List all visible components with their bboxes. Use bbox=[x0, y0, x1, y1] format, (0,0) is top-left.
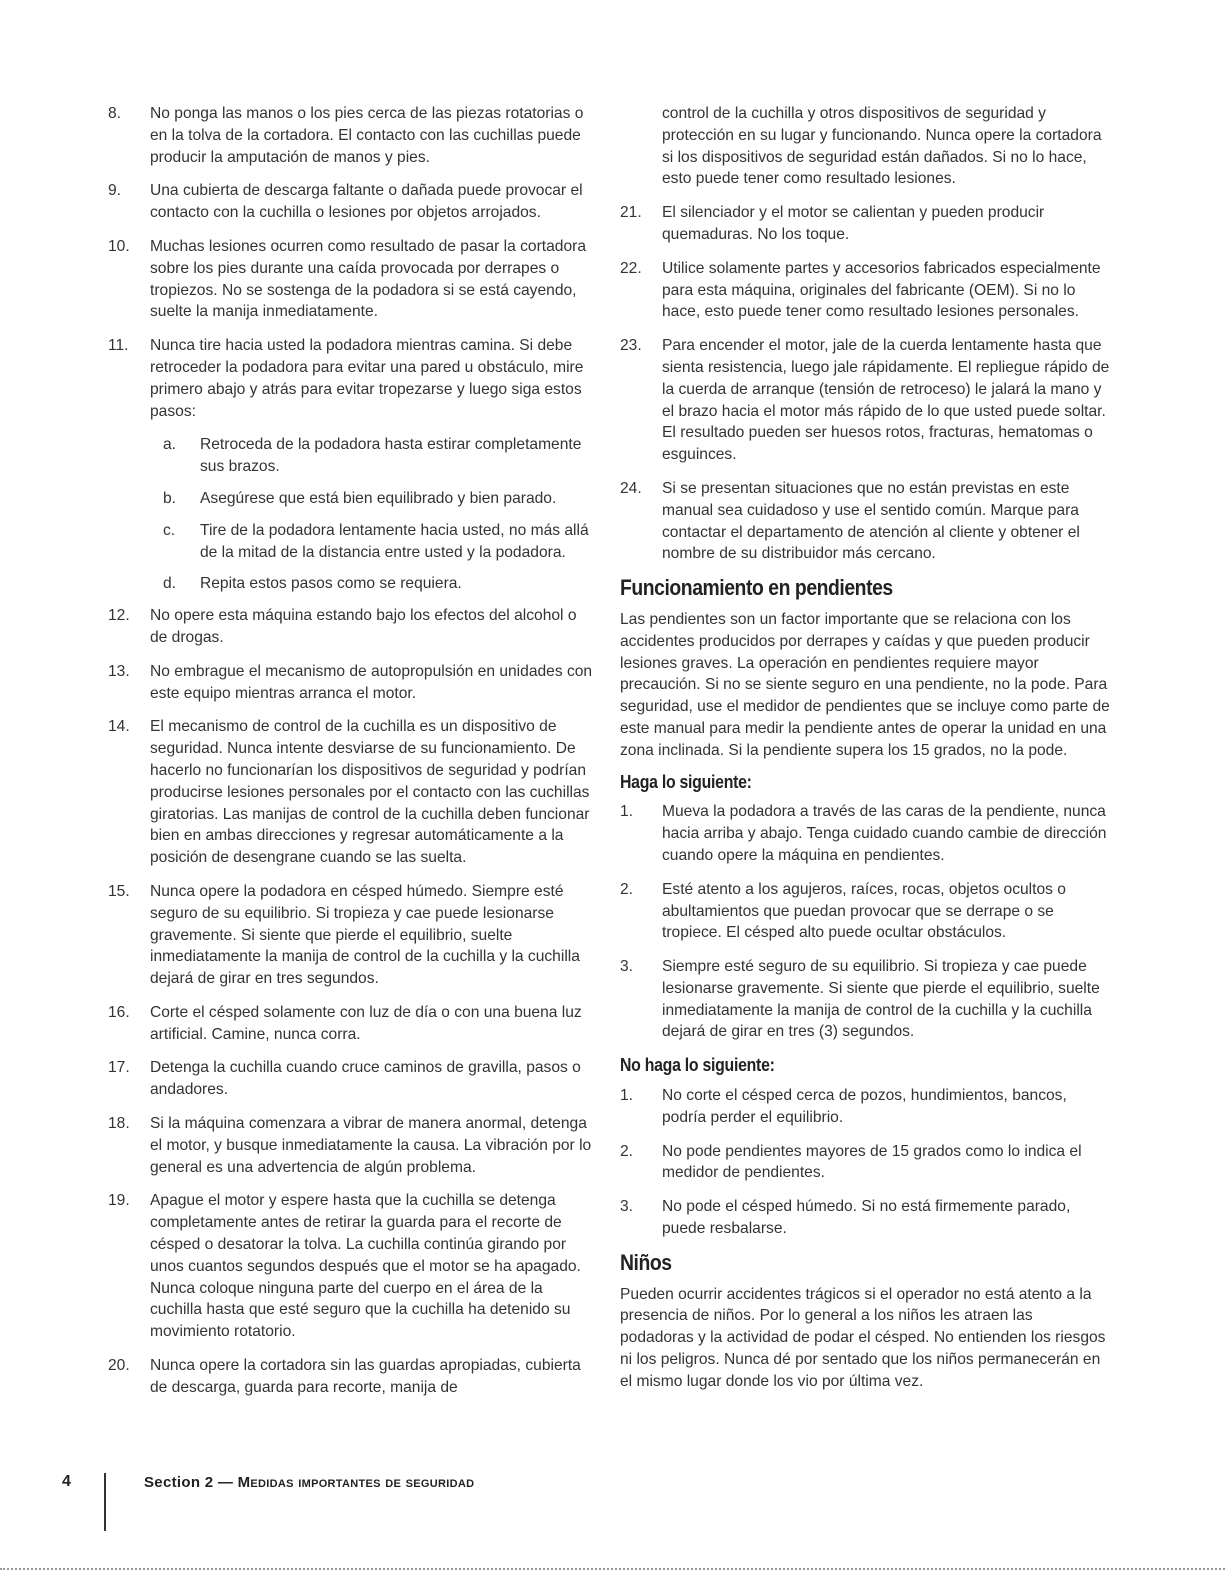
list-item bbox=[620, 258, 1110, 323]
item-text: No opere esta máquina estando bajo los efectos del alcohol o de drogas. bbox=[150, 607, 577, 646]
list-item bbox=[108, 1057, 596, 1101]
item-text: Repita estos pasos como se requiera. bbox=[200, 575, 462, 593]
item-number: 24. bbox=[620, 479, 642, 497]
item-text: Detenga la cuchilla cuando cruce caminos de gravilla, pasos o andadores. bbox=[150, 1059, 581, 1099]
item-text: Mueva la podadora a través de las caras de la pendiente, nunca hacia arriba y abajo. Tenga cuidado cuando cambie de dirección cuando opere la máquina en pendientes. bbox=[662, 803, 1107, 864]
continued-item-text: control de la cuchilla y otros dispositivos de seguridad y protección en su lugar y funcionando. Nunca opere la cortadora si los dispositivos de seguridad están dañados. Si no lo hace, esto puede tener como resultado lesiones. bbox=[662, 105, 1102, 188]
item-text: Tire de la podadora lentamente hacia usted, no más allá de la mitad de la distancia entre usted y la podadora. bbox=[200, 521, 589, 561]
item-text: Siempre esté seguro de su equilibrio. Si tropieza y cae puede lesionarse gravemente. Si siente que pierde el equilibrio, suelte inmediatamente la manija de control de la cuchilla y la cuchilla dejará de girar en tres (3) segundos. bbox=[662, 958, 1100, 1041]
scan-edge-divider bbox=[0, 1568, 1225, 1570]
item-number: 23. bbox=[620, 337, 642, 355]
item-letter: d. bbox=[163, 575, 177, 593]
list-item bbox=[620, 202, 1110, 246]
item-text: Corte el césped solamente con luz de día o con una buena luz artificial. Camine, nunca corra. bbox=[150, 1003, 582, 1043]
list-item bbox=[108, 661, 596, 705]
item-text: Si se presentan situaciones que no están previstas en este manual sea cuidadoso y use el sentido común. Marque para contactar el departamento de atención al cliente y obtener el nombre de su distribuidor más cercano. bbox=[662, 479, 1080, 563]
item-text: El silenciador y el motor se calientan y pueden producir quemaduras. No los toque. bbox=[662, 204, 1045, 243]
list-item bbox=[620, 801, 1110, 866]
item-number: 2. bbox=[620, 880, 634, 898]
item-text: Utilice solamente partes y accesorios fabricados especialmente para esta máquina, originales del fabricante (OEM). Si no lo hace, esto puede tener como resultado lesiones personales. bbox=[662, 259, 1101, 321]
list-item bbox=[620, 335, 1110, 466]
sub-list-item bbox=[108, 520, 596, 564]
dont-heading: No haga lo siguiente: bbox=[620, 1055, 775, 1076]
list-item bbox=[620, 1196, 1110, 1240]
item-number: 16. bbox=[108, 1003, 130, 1021]
slopes-intro: Las pendientes son un factor importante que se relaciona con los accidentes producidos por derrapes y caídas y que pueden producir lesiones graves. La operación en pendientes requiere mayor precaución. Si no se siente seguro en una pendiente, no la pode. Para seguridad, use el medidor de pendientes que se incluye como parte de este manual para medir la pendiente antes de operar la unidad en una zona inclinada. Si la pendiente supera los 15 grados, no la pode. bbox=[620, 610, 1110, 759]
list-item bbox=[620, 1141, 1110, 1185]
slopes-heading: Funcionamiento en pendientes bbox=[620, 575, 893, 601]
item-text: Una cubierta de descarga faltante o dañada puede provocar el contacto con la cuchilla o lesiones por objetos arrojados. bbox=[150, 182, 583, 222]
item-text: No corte el césped cerca de pozos, hundimientos, bancos, podría perder el equilibrio. bbox=[662, 1087, 1067, 1126]
item-number: 3. bbox=[620, 958, 634, 976]
item-number: 1. bbox=[620, 803, 634, 821]
item-text: Nunca opere la cortadora sin las guardas apropiadas, cubierta de descarga, guarda para recorte, manija de bbox=[150, 1357, 581, 1396]
list-item bbox=[108, 236, 596, 323]
list-item bbox=[108, 1355, 596, 1399]
do-heading: Haga lo siguiente: bbox=[620, 771, 752, 792]
item-text: Nunca opere la podadora en césped húmedo. Siempre esté seguro de su equilibrio. Si tropieza y cae puede lesionarse gravemente. Si siente que pierde el equilibrio, suelte inmediatamente la manija de control de la cuchilla y la cuchilla dejará de girar en tres segundos. bbox=[150, 882, 580, 988]
item-number: 17. bbox=[108, 1059, 130, 1077]
item-text: Retroceda de la podadora hasta estirar completamente sus brazos. bbox=[200, 436, 582, 476]
item-letter: b. bbox=[163, 489, 177, 507]
item-number: 11. bbox=[108, 337, 129, 355]
item-number: 9. bbox=[108, 182, 122, 200]
left-column bbox=[108, 103, 596, 1411]
item-number: 22. bbox=[620, 259, 642, 277]
item-number: 19. bbox=[108, 1192, 130, 1210]
item-number: 1. bbox=[620, 1087, 634, 1105]
list-item bbox=[108, 1190, 596, 1343]
item-number: 2. bbox=[620, 1142, 634, 1160]
item-number: 20. bbox=[108, 1357, 130, 1375]
item-letter: c. bbox=[163, 521, 176, 539]
list-item bbox=[108, 335, 596, 422]
item-text: Asegúrese que está bien equilibrado y bien parado. bbox=[200, 489, 557, 507]
item-number: 15. bbox=[108, 882, 130, 900]
item-number: 12. bbox=[108, 607, 130, 625]
list-item bbox=[620, 1085, 1110, 1129]
list-item bbox=[620, 879, 1110, 944]
sub-list-item bbox=[108, 488, 596, 510]
list-item bbox=[620, 478, 1110, 565]
section-name: Medidas importantes de seguridad bbox=[237, 1474, 475, 1491]
item-text: Muchas lesiones ocurren como resultado de pasar la cortadora sobre los pies durante una caída provocada por derrapes o tropiezos. No se sostenga de la podadora si se está cayendo, suelte la manija inmediatamente. bbox=[150, 237, 586, 321]
list-item bbox=[108, 605, 596, 649]
list-item bbox=[108, 881, 596, 990]
item-number: 21. bbox=[620, 204, 642, 222]
list-item bbox=[108, 103, 596, 168]
item-number: 14. bbox=[108, 718, 130, 736]
item-number: 13. bbox=[108, 662, 130, 680]
section-label: Section 2 — bbox=[144, 1474, 234, 1491]
item-number: 10. bbox=[108, 237, 130, 255]
item-text: No embrague el mecanismo de autopropulsión en unidades con este equipo mientras arranca el motor. bbox=[150, 662, 593, 702]
page-number: 4 bbox=[62, 1473, 71, 1490]
item-number: 8. bbox=[108, 105, 122, 122]
item-text: No ponga las manos o los pies cerca de las piezas rotatorias o en la tolva de la cortadora. El contacto con las cuchillas puede producir la amputación de manos y pies. bbox=[150, 105, 584, 166]
item-text: Esté atento a los agujeros, raíces, rocas, objetos ocultos o abultamientos que puedan provocar que se derrape o se tropiece. El césped alto puede ocultar obstáculos. bbox=[662, 880, 1066, 942]
children-heading: Niños bbox=[620, 1249, 672, 1275]
sub-list-item bbox=[108, 434, 596, 478]
item-text: El mecanismo de control de la cuchilla es un dispositivo de seguridad. Nunca intente desviarse de su funcionamiento. De hacerlo no funcionarían los dispositivos de seguridad y podrían producirse lesiones personales por el contacto con las cuchillas giratorias. Las manijas de control de la cuchilla deben funcionar bien en ambas direcciones y regresar automáticamente a la posición de desengrane cuando se las suelta. bbox=[150, 718, 590, 867]
item-text: Si la máquina comenzara a vibrar de manera anormal, detenga el motor, y busque inmediatamente la causa. La vibración por lo general es una advertencia de algún problema. bbox=[150, 1115, 592, 1176]
item-text: No pode el césped húmedo. Si no está firmemente parado, puede resbalarse. bbox=[662, 1198, 1071, 1238]
right-column bbox=[620, 103, 1110, 1403]
list-item bbox=[108, 1113, 596, 1178]
item-number: 18. bbox=[108, 1115, 130, 1133]
item-text: Apague el motor y espere hasta que la cuchilla se detenga completamente antes de retirar la guarda para el recorte de césped o desatorar la tolva. La cuchilla continúa girando por unos cuantos segundos después que el motor se ha apagado. Nunca coloque ninguna parte del cuerpo en el área de la cuchilla hasta que esté seguro que la cuchilla ha detenido su movimiento rotatorio. bbox=[150, 1192, 581, 1341]
section-title bbox=[144, 1474, 474, 1491]
item-letter: a. bbox=[163, 436, 177, 454]
list-item bbox=[620, 956, 1110, 1043]
item-text: No pode pendientes mayores de 15 grados como lo indica el medidor de pendientes. bbox=[662, 1142, 1082, 1182]
item-text: Nunca tire hacia usted la podadora mientras camina. Si debe retroceder la podadora para evitar una pared u obstáculo, mire primero abajo y atrás para evitar tropezarse y luego siga estos pasos: bbox=[150, 337, 584, 420]
item-text: Para encender el motor, jale de la cuerda lentamente hasta que sienta resistencia, luego jale rápidamente. El repliegue rápido de la cuerda de arranque (tensión de retroceso) le jalará la mano y el brazo hacia el motor más rápido de lo que usted puede soltar. El resultado pueden ser huesos rotos, fracturas, hematomas o esguinces. bbox=[662, 337, 1110, 464]
list-item bbox=[108, 716, 596, 869]
footer-divider bbox=[104, 1473, 106, 1531]
list-item bbox=[108, 180, 596, 224]
sub-list-item bbox=[108, 573, 596, 595]
children-text: Pueden ocurrir accidentes trágicos si el operador no está atento a la presencia de niños. Por lo general a los niños les atraen las podadoras y la actividad de podar el césped. No entienden los riesgos ni los peligros. Nunca dé por sentado que los niños permanecerán en el mismo lugar donde los vio por última vez. bbox=[620, 1285, 1106, 1390]
item-number: 3. bbox=[620, 1198, 634, 1216]
list-item bbox=[108, 1002, 596, 1046]
